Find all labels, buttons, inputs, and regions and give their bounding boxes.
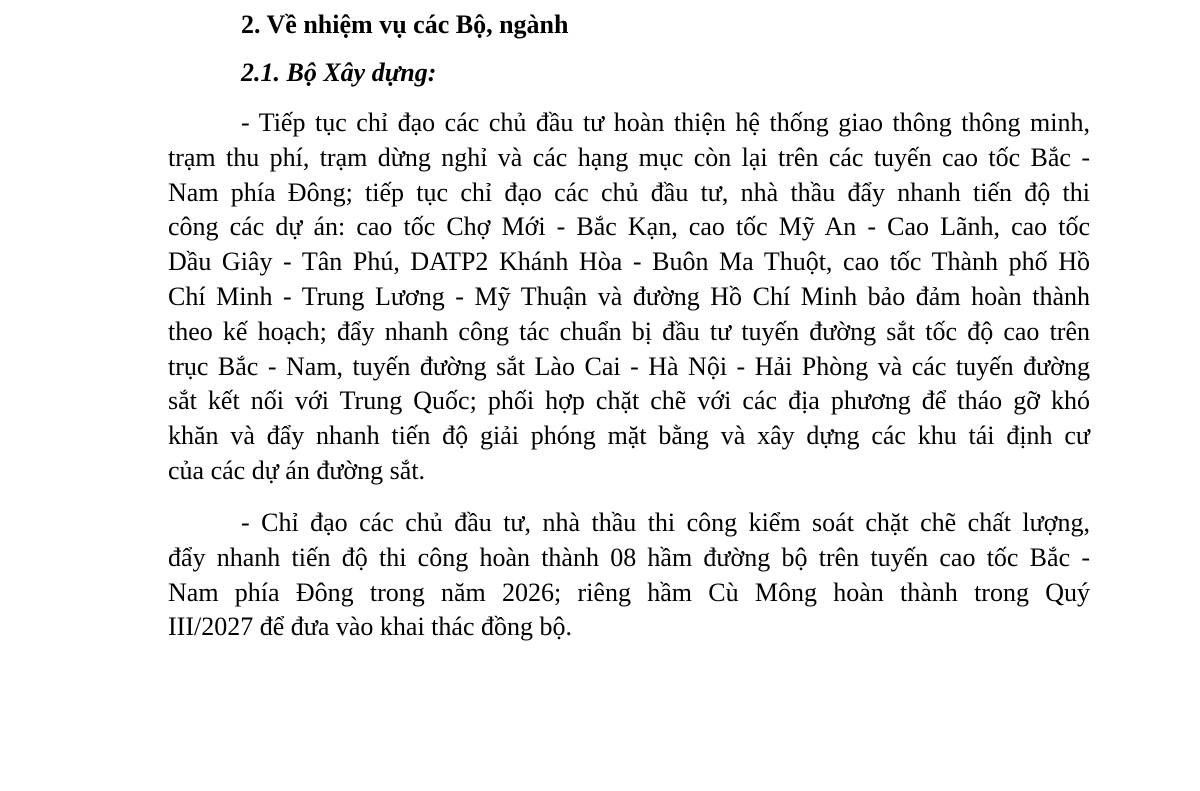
paragraph-line: công các dự án: cao tốc Chợ Mới - Bắc Kạn, cao tốc Mỹ An - Cao Lãnh, cao tốc: [168, 212, 1090, 242]
section-heading: 2. Về nhiệm vụ các Bộ, ngành: [241, 10, 569, 39]
paragraph-line: Nam phía Đông; tiếp tục chỉ đạo các chủ đầu tư, nhà thầu đẩy nhanh tiến độ thi: [168, 177, 1090, 207]
paragraph-1: [168, 106, 1090, 489]
paragraph-line: sắt kết nối với Trung Quốc; phối hợp chặt chẽ với các địa phương để tháo gỡ khó: [168, 386, 1090, 416]
paragraph-line: - Tiếp tục chỉ đạo các chủ đầu tư hoàn thiện hệ thống giao thông thông minh,: [241, 108, 1090, 137]
paragraph-line: Nam phía Đông trong năm 2026; riêng hầm Cù Mông hoàn thành trong Quý: [168, 577, 1090, 607]
paragraph-2: [168, 506, 1090, 645]
paragraph-line: - Chỉ đạo các chủ đầu tư, nhà thầu thi công kiểm soát chặt chẽ chất lượng,: [241, 508, 1090, 537]
paragraph-line: trục Bắc - Nam, tuyến đường sắt Lào Cai - Hà Nội - Hải Phòng và các tuyến đường: [168, 351, 1090, 381]
paragraph-line: khăn và đẩy nhanh tiến độ giải phóng mặt bằng và xây dựng các khu tái định cư: [168, 421, 1090, 451]
paragraph-line: III/2027 để đưa vào khai thác đồng bộ.: [168, 612, 572, 642]
paragraph-line: của các dự án đường sắt.: [168, 455, 426, 485]
paragraph-line: trạm thu phí, trạm dừng nghỉ và các hạng mục còn lại trên các tuyến cao tốc Bắc -: [168, 142, 1090, 172]
paragraph-line: theo kế hoạch; đẩy nhanh công tác chuẩn bị đầu tư tuyến đường sắt tốc độ cao trên: [168, 316, 1090, 346]
paragraph-line: Chí Minh - Trung Lương - Mỹ Thuận và đường Hồ Chí Minh bảo đảm hoàn thành: [168, 281, 1090, 311]
subsection-heading: 2.1. Bộ Xây dựng:: [241, 58, 437, 87]
paragraph-line: Dầu Giây - Tân Phú, DATP2 Khánh Hòa - Buôn Ma Thuột, cao tốc Thành phố Hồ: [168, 247, 1090, 277]
paragraph-line: đẩy nhanh tiến độ thi công hoàn thành 08 hầm đường bộ trên tuyến cao tốc Bắc -: [168, 542, 1090, 572]
